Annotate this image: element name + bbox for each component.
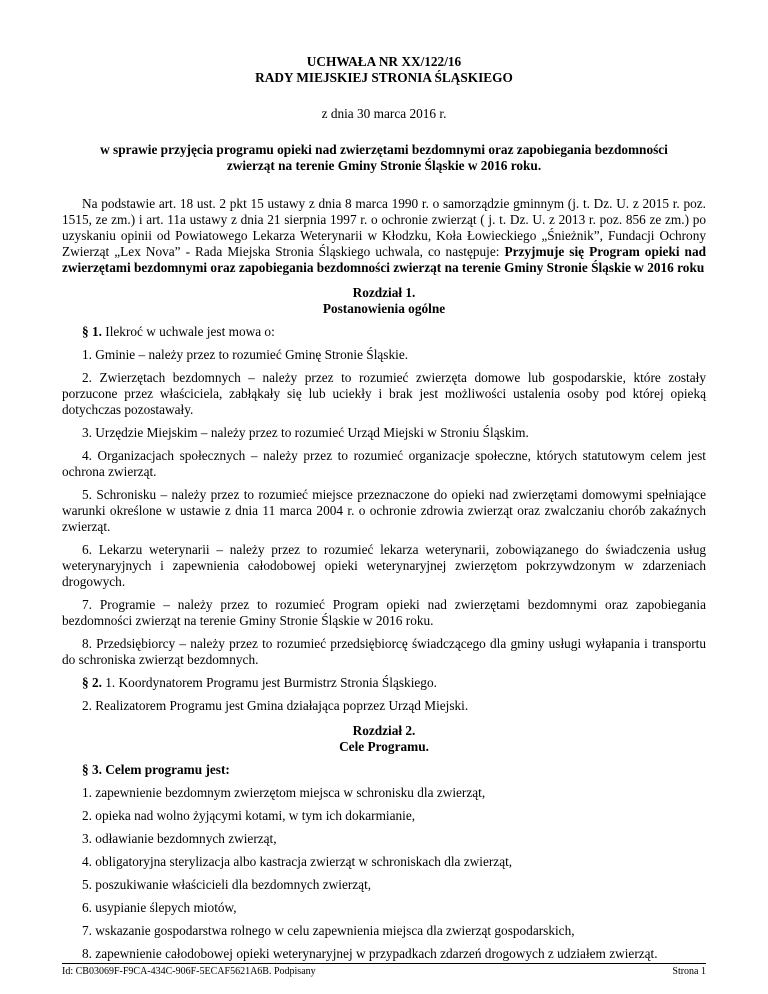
title-line-1: UCHWAŁA NR XX/122/16 bbox=[306, 54, 462, 69]
chapter-1-heading bbox=[62, 285, 706, 317]
goal-item: 5. poszukiwanie właścicieli dla bezdomnych zwierząt, bbox=[82, 877, 372, 892]
section-2-label: § 2. bbox=[82, 675, 102, 690]
preamble-bold-text: Przyjmuje się Program opieki nad zwierzętami bezdomnymi oraz zapobiegania bezdomności zwierząt na terenie Gminy Stronie Śląskie w 2016 roku bbox=[62, 244, 706, 275]
footer-divider bbox=[62, 963, 706, 964]
chapter-2-subtitle: Cele Programu. bbox=[339, 739, 429, 754]
page-number: Strona 1 bbox=[672, 966, 706, 977]
section-2-item-1-text: 1. Koordynatorem Programu jest Burmistrz Stronia Śląskiego. bbox=[105, 675, 437, 690]
title-line-2: RADY MIEJSKIEJ STRONIA ŚLĄSKIEGO bbox=[255, 70, 513, 85]
section-2-item-1 bbox=[62, 675, 706, 691]
resolution-subject bbox=[62, 142, 706, 174]
section-2-item-2: 2. Realizatorem Programu jest Gmina działająca poprzez Urząd Miejski. bbox=[82, 698, 469, 713]
chapter-1-title: Rozdział 1. bbox=[352, 285, 416, 300]
definition-item: 5. Schronisku – należy przez to rozumieć miejsce przeznaczone do opieki nad zwierzętami domowymi spełniające warunki określone w ustawie z dnia 11 marca 2004 r. o ochronie zdrowia zwierząt oraz zwalczaniu chorób zakaźnych zwierząt. bbox=[62, 487, 706, 534]
chapter-2-heading bbox=[62, 723, 706, 755]
section-3-heading: § 3. Celem programu jest: bbox=[82, 762, 230, 777]
subject-line-1: w sprawie przyjęcia programu opieki nad zwierzętami bezdomnymi oraz zapobiegania bezdomności bbox=[100, 142, 668, 157]
preamble-text: Na podstawie art. 18 ust. 2 pkt 15 ustawy z dnia 8 marca 1990 r. o samorządzie gminnym (j. t. Dz. U. z 2015 r. poz. 1515, ze zm.) i art. 11a ustawy z dnia 21 sierpnia 1997 r. o ochronie zwierząt ( j. t. Dz. U. z 2013 r. poz. 856 ze zm.) po uzyskaniu opinii od Powiatowego Lekarza Weterynarii w Kłodzku, Koła Łowieckiego „Śnieżnik”, Fundacji Ochrony Zwierząt „Lex Nova” - Rada Miejska Stronia Śląskiego uchwala, co następuje: bbox=[62, 196, 706, 259]
goal-item: 4. obligatoryjna sterylizacja albo kastracja zwierząt w schroniskach dla zwierząt, bbox=[82, 854, 513, 869]
resolution-date: z dnia 30 marca 2016 r. bbox=[321, 106, 447, 121]
chapter-2-title: Rozdział 2. bbox=[352, 723, 416, 738]
goal-item: 3. odławianie bezdomnych zwierząt, bbox=[82, 831, 277, 846]
goal-item: 8. zapewnienie całodobowej opieki weterynaryjnej w przypadkach zdarzeń drogowych z udziałem zwierząt. bbox=[82, 946, 658, 961]
document-id: Id: CB03069F-F9CA-434C-906F-5ECAF5621A6B. Podpisany bbox=[62, 966, 316, 977]
section-1-intro-text: Ilekroć w uchwale jest mowa o: bbox=[105, 324, 275, 339]
goal-item: 2. opieka nad wolno żyjącymi kotami, w tym ich dokarmianie, bbox=[82, 808, 416, 823]
goal-item: 6. usypianie ślepych miotów, bbox=[82, 900, 237, 915]
definition-item: 7. Programie – należy przez to rozumieć Program opieki nad zwierzętami bezdomnymi oraz zapobiegania bezdomności zwierząt na terenie Gminy Stronie Śląskie w 2016 roku. bbox=[62, 597, 706, 628]
definition-item: 2. Zwierzętach bezdomnych – należy przez to rozumieć zwierzęta domowe lub gospodarskie, które zostały porzucone przez właściciela, zabłąkały się lub uciekły i brak jest możliwości ustalenia osoby pod której opieką dotychczas pozostawały. bbox=[62, 370, 706, 417]
definition-item: 4. Organizacjach społecznych – należy przez to rozumieć organizacje społeczne, których statutowym celem jest ochrona zwierząt. bbox=[62, 448, 706, 479]
document-body bbox=[62, 54, 706, 962]
definition-item: 3. Urzędzie Miejskim – należy przez to rozumieć Urząd Miejski w Stroniu Śląskim. bbox=[82, 425, 529, 440]
section-1-label: § 1. bbox=[82, 324, 102, 339]
definition-item: 6. Lekarzu weterynarii – należy przez to rozumieć lekarza weterynarii, zobowiązanego do świadczenia usług weterynaryjnych i zapewnienia całodobowej opieki weterynaryjnej zwierzętom pokrzywdzonym w zdarzeniach drogowych. bbox=[62, 542, 706, 589]
goal-item: 7. wskazanie gospodarstwa rolnego w celu zapewnienia miejsca dla zwierząt gospodarskich, bbox=[82, 923, 575, 938]
section-1-intro bbox=[62, 324, 706, 340]
definition-item: 8. Przedsiębiorcy – należy przez to rozumieć przedsiębiorcę świadczącego dla gminy usługi wyłapania i transportu do schroniska zwierząt bezdomnych. bbox=[62, 636, 706, 667]
subject-line-2: zwierząt na terenie Gminy Stronie Śląskie w 2016 roku. bbox=[226, 158, 542, 173]
definition-item: 1. Gminie – należy przez to rozumieć Gminę Stronie Śląskie. bbox=[82, 347, 409, 362]
preamble bbox=[62, 196, 706, 276]
goal-item: 1. zapewnienie bezdomnym zwierzętom miejsca w schronisku dla zwierząt, bbox=[82, 785, 486, 800]
chapter-1-subtitle: Postanowienia ogólne bbox=[322, 301, 446, 316]
resolution-title bbox=[62, 54, 706, 86]
